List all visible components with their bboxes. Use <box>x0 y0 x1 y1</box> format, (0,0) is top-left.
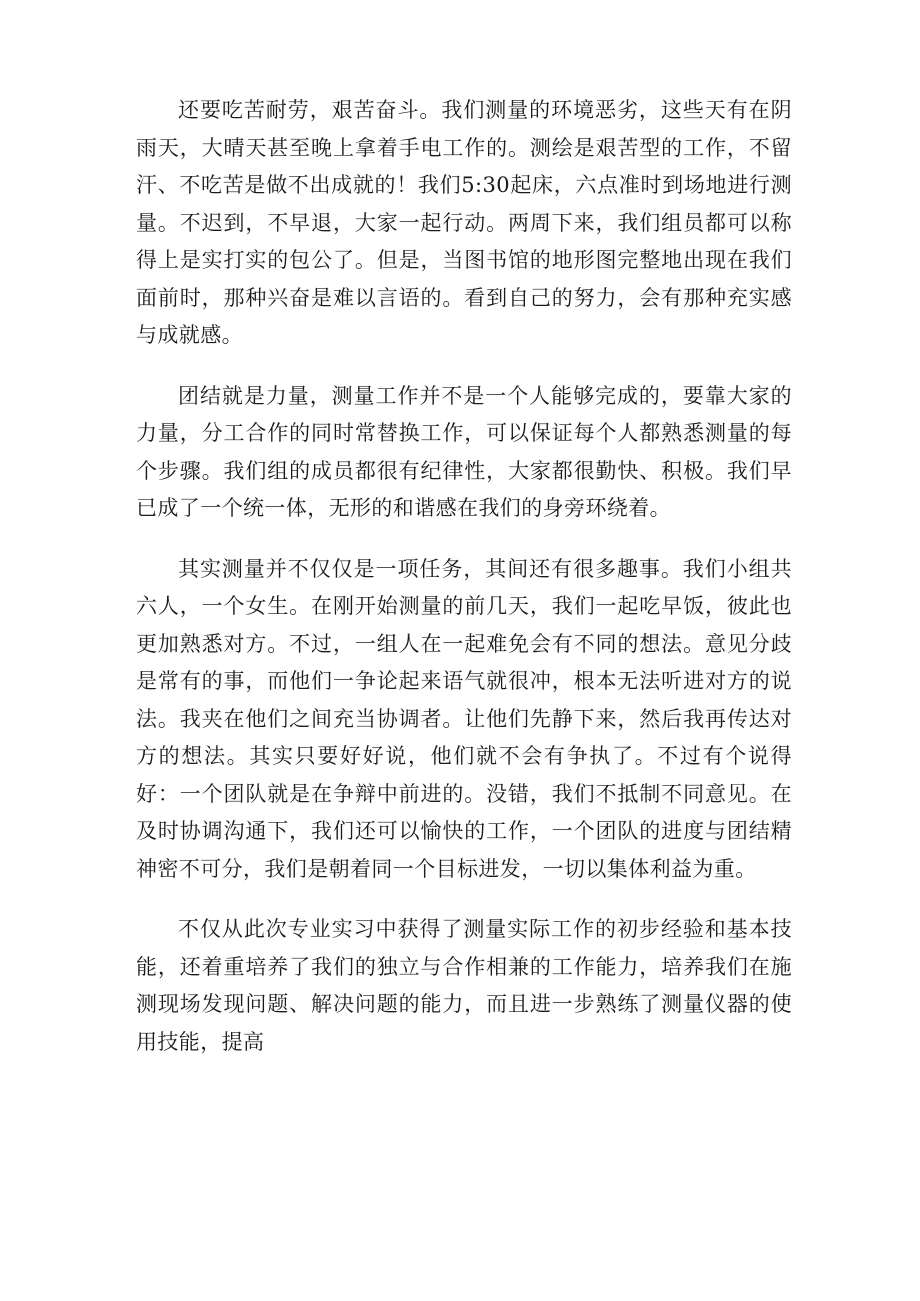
paragraph-teamwork: 团结就是力量，测量工作并不是一个人能够完成的，要靠大家的力量，分工合作的同时常替换工作，可以保证每个人都熟悉测量的每个步骤。我们组的成员都很有纪律性，大家都很勤快、积极。我们早已成了一个统一体，无形的和谐感在我们的身旁环绕着。 <box>136 383 792 520</box>
paragraph-hardship: 还要吃苦耐劳，艰苦奋斗。我们测量的环境恶劣，这些天有在阴雨天，大晴天甚至晚上拿着手电工作的。测绘是艰苦型的工作，不留汗、不吃苦是做不出成就的！我们5:30起床，六点准时到场地进行测量。不迟到，不早退，大家一起行动。两周下来，我们组员都可以称得上是实打实的包公了。但是，当图书馆的地形图完整地出现在我们面前时，那种兴奋是难以言语的。看到自己的努力，会有那种充实感与成就感。 <box>136 98 792 347</box>
paragraph-skills-gained: 不仅从此次专业实习中获得了测量实际工作的初步经验和基本技能，还着重培养了我们的独立与合作相兼的工作能力，培养我们在施测现场发现问题、解决问题的能力，而且进一步熟练了测量仪器的使用技能，提高 <box>136 917 792 1054</box>
paragraph-fun-and-coordination: 其实测量并不仅仅是一项任务，其间还有很多趣事。我们小组共六人，一个女生。在刚开始测量的前几天，我们一起吃早饭，彼此也更加熟悉对方。不过，一组人在一起难免会有不同的想法。意见分歧是常有的事，而他们一争论起来语气就很冲，根本无法听进对方的说法。我夹在他们之间充当协调者。让他们先静下来，然后我再传达对方的想法。其实只要好好说，他们就不会有争执了。不过有个说得好：一个团队就是在争辩中前进的。没错，我们不抵制不同意见。在及时协调沟通下，我们还可以愉快的工作，一个团队的进度与团结精神密不可分，我们是朝着同一个目标进发，一切以集体利益为重。 <box>136 556 792 881</box>
document-body <box>136 92 792 1084</box>
